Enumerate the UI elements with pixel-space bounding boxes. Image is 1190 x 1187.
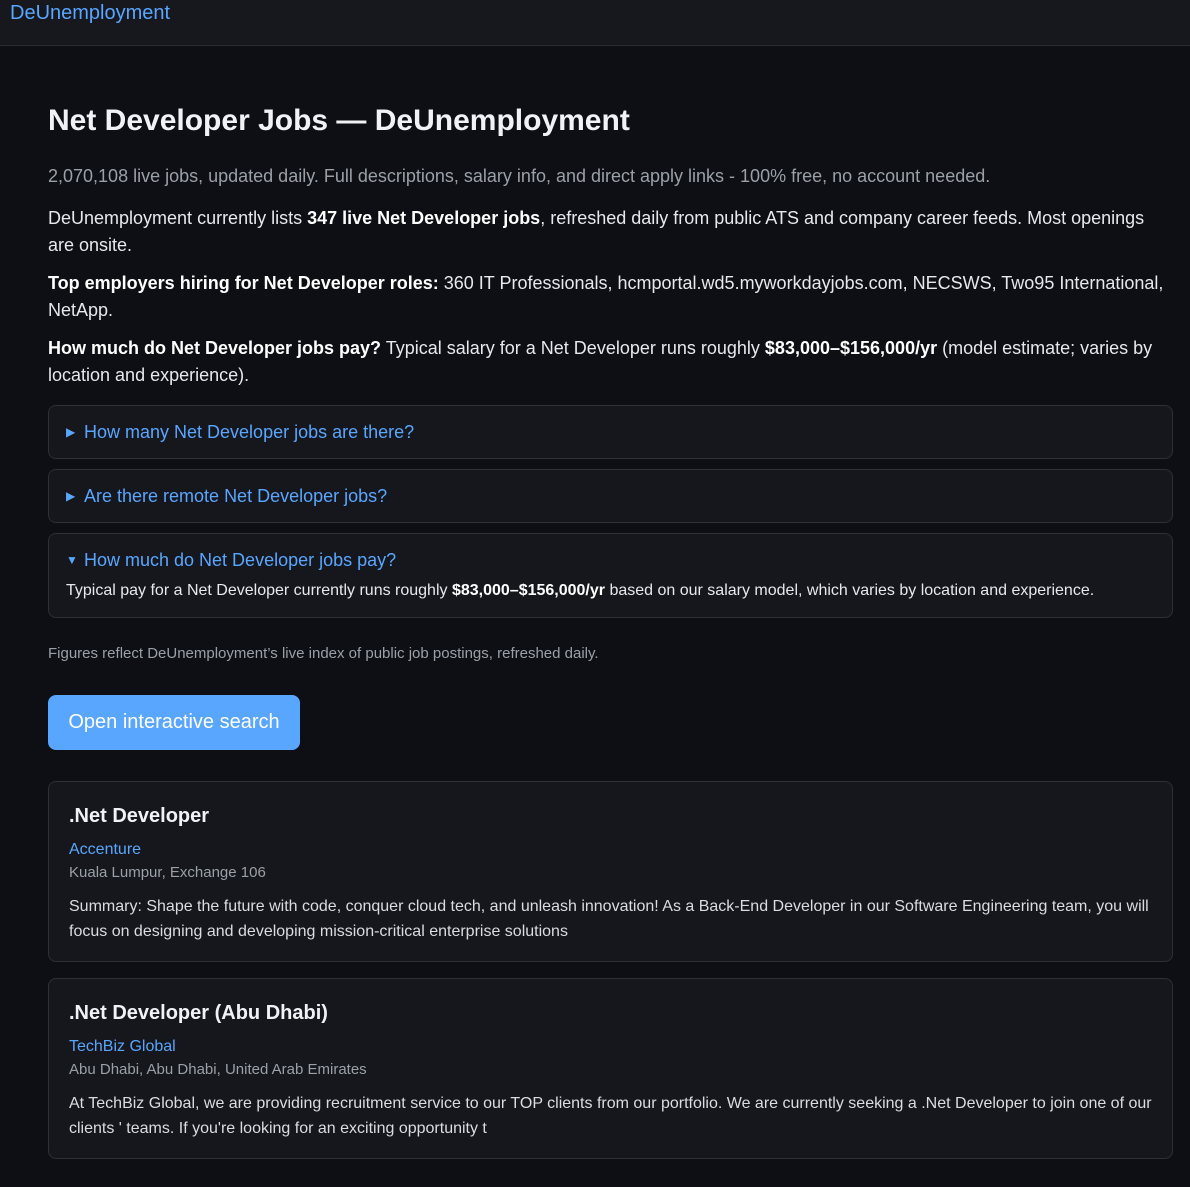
- job-summary: At TechBiz Global, we are providing recruitment service to our TOP clients from our portfolio. We are currently seeking a .Net Developer to join one of our clients ' teams. If you're looking for an exciting opportunity t: [69, 1095, 1152, 1137]
- intro-job-count: 347 live Net Developer jobs: [307, 208, 541, 228]
- job-card[interactable]: [48, 781, 1173, 962]
- faq-answer-pay: [66, 580, 1155, 617]
- page-subtitle: 2,070,108 live jobs, updated daily. Full descriptions, salary info, and direct apply links - 100% free, no account needed.: [48, 166, 991, 186]
- intro-paragraph: [48, 205, 1173, 259]
- pay-range: $83,000–$156,000/yr: [764, 338, 938, 358]
- faq-answer-prefix: Typical pay for a Net Developer currently runs roughly: [66, 582, 452, 599]
- job-location: Abu Dhabi, Abu Dhabi, United Arab Emirates: [69, 1061, 367, 1078]
- faq-question-label: How many Net Developer jobs are there?: [84, 421, 415, 442]
- main-content: [48, 100, 1173, 1159]
- faq-answer-suffix: based on our salary model, which varies by location and experience.: [605, 582, 1095, 599]
- collapsed-triangle-icon: ▶: [66, 425, 76, 439]
- top-employers-paragraph: [48, 270, 1173, 324]
- faq-question-label: How much do Net Developer jobs pay?: [84, 549, 397, 570]
- collapsed-triangle-icon: ▶: [66, 489, 76, 503]
- faq-question-job-count[interactable]: [66, 406, 1155, 458]
- faq-question-pay[interactable]: [66, 534, 1155, 586]
- expanded-triangle-icon: ▼: [66, 553, 78, 567]
- open-interactive-search-button[interactable]: Open interactive search: [48, 695, 300, 750]
- intro-suffix: , refreshed daily from public ATS and company career feeds. Most openings are onsite.: [48, 208, 1145, 255]
- job-company-link[interactable]: TechBiz Global: [69, 1038, 176, 1055]
- job-card[interactable]: [48, 978, 1173, 1159]
- faq-item-pay: [48, 533, 1173, 618]
- pay-suffix: (model estimate; varies by location and experience).: [48, 338, 1153, 385]
- brand-logo-link[interactable]: DeUnemployment: [10, 2, 171, 24]
- faq-question-label: Are there remote Net Developer jobs?: [84, 485, 388, 506]
- top-employers-label: Top employers hiring for Net Developer roles:: [48, 273, 439, 293]
- pay-paragraph: [48, 335, 1173, 389]
- job-location: Kuala Lumpur, Exchange 106: [69, 864, 266, 881]
- faq-item-remote: [48, 469, 1173, 523]
- pay-prefix: Typical salary for a Net Developer runs roughly: [381, 338, 765, 358]
- faq-item-job-count: [48, 405, 1173, 459]
- job-title[interactable]: .Net Developer: [69, 805, 210, 827]
- page-title: Net Developer Jobs — DeUnemployment: [48, 104, 630, 137]
- faq-answer-range: $83,000–$156,000/yr: [451, 582, 605, 599]
- intro-prefix: DeUnemployment currently lists: [48, 208, 308, 228]
- job-company-link[interactable]: Accenture: [69, 841, 142, 858]
- data-source-note: Figures reflect DeUnemployment’s live index of public job postings, refreshed daily.: [48, 645, 599, 662]
- pay-label: How much do Net Developer jobs pay?: [48, 338, 382, 358]
- job-title[interactable]: .Net Developer (Abu Dhabi): [69, 1002, 328, 1024]
- top-bar: [0, 0, 1190, 46]
- job-summary: Summary: Shape the future with code, conquer cloud tech, and unleash innovation! As a Back-End Developer in our Software Engineering team, you will focus on designing and developing mission-critical enterprise solutions: [69, 898, 1149, 940]
- faq-question-remote[interactable]: [66, 470, 1155, 522]
- top-employers-list: 360 IT Professionals, hcmportal.wd5.myworkdayjobs.com, NECSWS, Two95 International, NetApp.: [48, 273, 1164, 320]
